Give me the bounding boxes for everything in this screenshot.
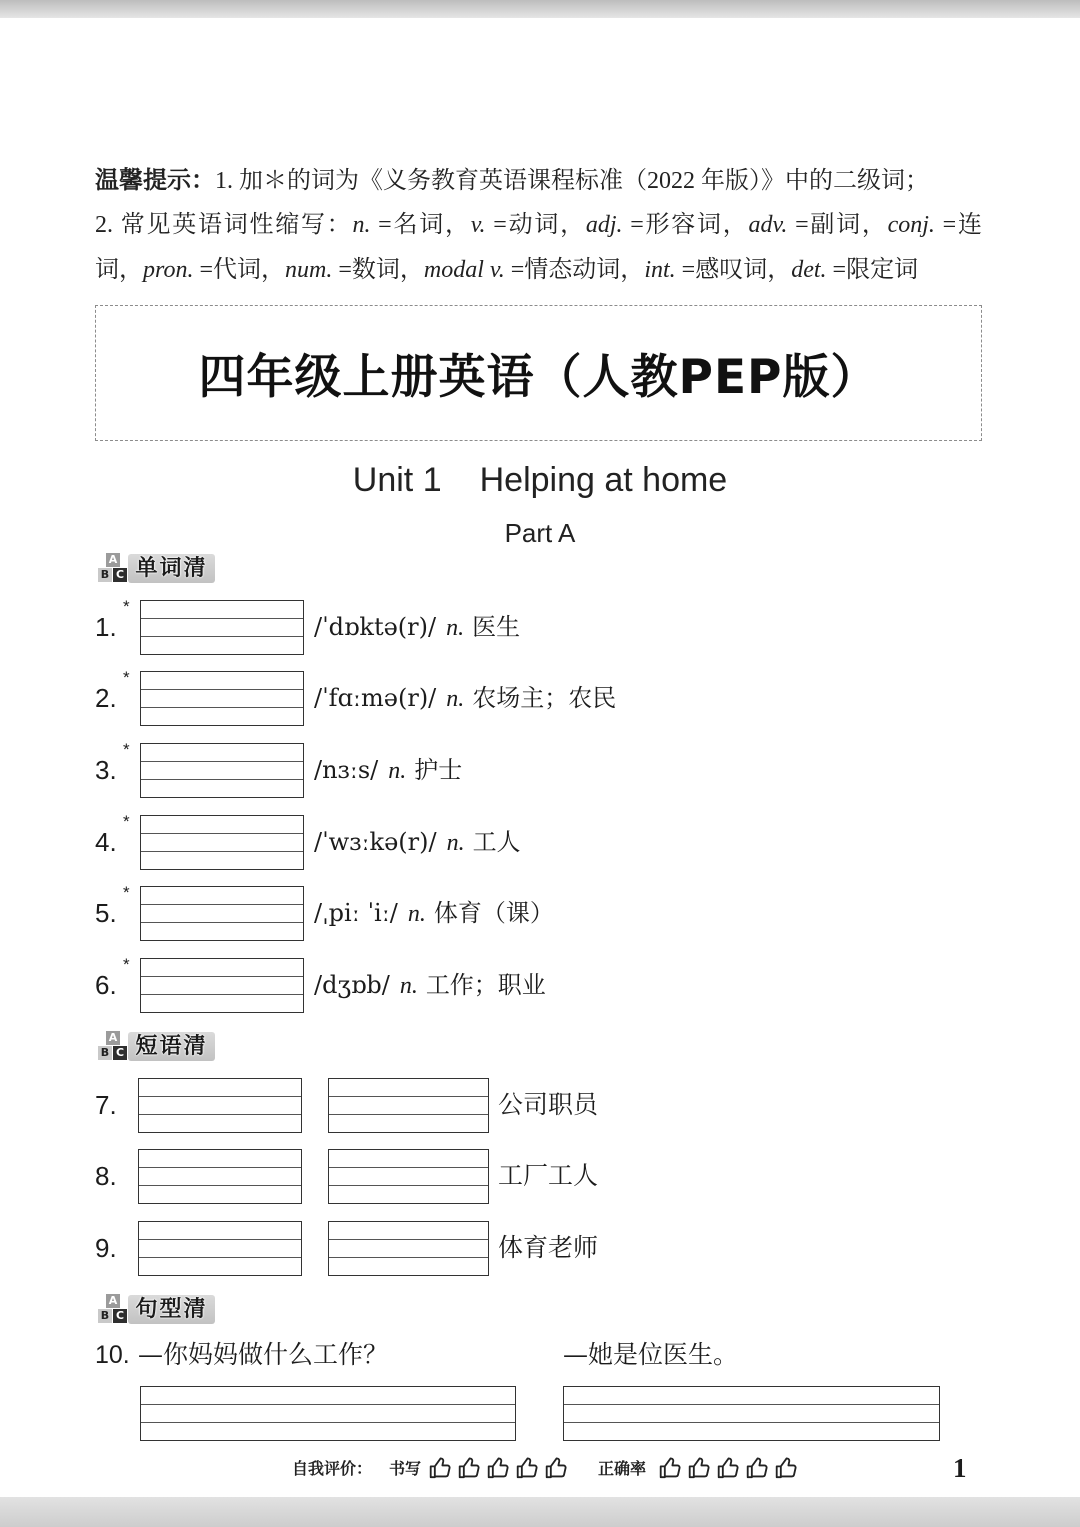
pos-abbreviation: modal v. (423, 257, 505, 283)
notice-line-3 (95, 255, 918, 285)
notice-label: 温馨提示： (95, 166, 215, 194)
writing-rating (428, 1455, 570, 1481)
item-number: 8. (95, 1161, 117, 1191)
abc-block-c: C (113, 568, 127, 582)
sentence-question: —你妈妈做什么工作？ (138, 1340, 389, 1369)
word-answer-box[interactable] (140, 743, 304, 798)
phonetic: /ˈdɒktə(r)/ (314, 613, 437, 641)
thumbs-up-icon[interactable] (515, 1455, 541, 1481)
notice-text: =名词， (370, 212, 471, 238)
level-star: * (123, 812, 130, 831)
notice-text: =限定词 (826, 257, 919, 283)
pos-abbreviation: n. (352, 212, 371, 238)
chinese-meaning: 护士 (414, 756, 463, 784)
notice-text: =形容词， (622, 212, 749, 238)
phrase-answer-box-1[interactable] (138, 1078, 302, 1133)
phrase-row (0, 1149, 1080, 1205)
chinese-meaning: 医生 (472, 613, 521, 641)
item-number: 6. (95, 970, 117, 1000)
word-row (0, 740, 1080, 799)
notice-text: =动词， (485, 212, 586, 238)
notice-text: =代词， (193, 257, 285, 283)
part-of-speech: n. (407, 901, 426, 927)
item-number: 4. (95, 827, 117, 857)
word-row (0, 812, 1080, 871)
phonetic: /ˈfɑːmə(r)/ (314, 684, 437, 712)
phrase-answer-box-2[interactable] (328, 1221, 489, 1276)
abc-blocks-icon (97, 553, 128, 584)
section-badge-label: 单词清 (128, 554, 215, 583)
word-row (0, 955, 1080, 1014)
word-answer-box[interactable] (140, 815, 304, 870)
word-answer-box[interactable] (140, 671, 304, 726)
scan-edge-top (0, 0, 1080, 18)
level-star: * (123, 668, 130, 687)
part-of-speech: n. (388, 758, 407, 784)
notice-text: =数词， (332, 257, 424, 283)
thumbs-up-icon[interactable] (658, 1455, 684, 1481)
abc-block-a: A (106, 1294, 120, 1308)
abc-block-a: A (106, 1031, 120, 1045)
unit-heading (0, 458, 1080, 502)
word-definition (314, 683, 616, 714)
writing-label: 书写 (389, 1459, 422, 1478)
notice-text: =感叹词， (675, 257, 792, 283)
abc-block-b: B (98, 1309, 112, 1323)
phonetic: /nɜːs/ (314, 756, 379, 784)
pos-abbreviation: adv. (748, 212, 788, 238)
phrase-answer-box-2[interactable] (328, 1149, 489, 1204)
thumbs-up-icon[interactable] (687, 1455, 713, 1481)
title-box (95, 305, 982, 441)
item-number: 1. (95, 612, 117, 642)
chinese-meaning: 工厂工人 (498, 1161, 599, 1190)
part-of-speech: n. (446, 830, 465, 856)
part-of-speech: n. (446, 615, 465, 641)
word-definition (314, 970, 546, 1001)
part-of-speech: n. (446, 686, 465, 712)
level-star: * (123, 955, 130, 974)
abc-block-c: C (113, 1309, 127, 1323)
pos-abbreviation: det. (791, 257, 827, 283)
pos-abbreviation: adj. (585, 212, 623, 238)
sentence-answer: —她是位医生。 (563, 1340, 739, 1369)
abc-blocks-icon (97, 1031, 128, 1062)
section-badge-label: 短语清 (128, 1032, 215, 1061)
accuracy-label: 正确率 (598, 1459, 647, 1478)
notice-line-1 (95, 165, 929, 196)
phonetic: /ˌpiː ˈiː/ (314, 899, 398, 927)
notice-text: =连 (934, 212, 982, 238)
thumbs-up-icon[interactable] (716, 1455, 742, 1481)
word-row (0, 668, 1080, 727)
abc-block-b: B (98, 1046, 112, 1060)
level-star: * (123, 597, 130, 616)
notice-line-2 (95, 210, 982, 240)
notice-text: 1. 加＊的词为《义务教育英语课程标准（2022 年版）》中的二级词； (215, 168, 929, 194)
word-row (0, 597, 1080, 656)
sentence-answer-box-2[interactable] (563, 1386, 940, 1441)
notice-text: =情态动词， (504, 257, 645, 283)
item-number: 10. (95, 1341, 130, 1369)
chinese-meaning: 工人 (472, 828, 521, 856)
thumbs-up-icon[interactable] (457, 1455, 483, 1481)
phrase-row (0, 1078, 1080, 1134)
word-definition (314, 827, 521, 858)
unit-label: Unit 1 (352, 461, 442, 499)
phrase-answer-box-1[interactable] (138, 1221, 302, 1276)
page-number: 1 (953, 1453, 967, 1483)
section-badge-phrases (97, 1031, 217, 1062)
chinese-meaning: 体育（课） (433, 899, 554, 927)
word-definition (314, 612, 520, 643)
pos-abbreviation: pron. (143, 257, 194, 283)
word-answer-box[interactable] (140, 958, 304, 1013)
item-number: 5. (95, 898, 117, 928)
notice-text: =副词， (787, 212, 888, 238)
pos-abbreviation: conj. (887, 212, 935, 238)
word-definition (314, 755, 462, 786)
self-eval-label: 自我评价： (292, 1459, 373, 1478)
abc-block-c: C (113, 1046, 127, 1060)
notice-text: 词， (95, 257, 143, 283)
chinese-meaning: 工作；职业 (425, 971, 546, 999)
phrase-answer-box-1[interactable] (138, 1149, 302, 1204)
level-star: * (123, 883, 130, 902)
phonetic: /ˈwɜːkə(r)/ (314, 828, 437, 856)
sentence-answer-box-1[interactable] (140, 1386, 516, 1441)
item-number: 2. (95, 683, 117, 713)
abc-block-b: B (98, 568, 112, 582)
part-of-speech: n. (399, 973, 418, 999)
section-badge-words (97, 553, 217, 584)
thumbs-up-icon[interactable] (486, 1455, 512, 1481)
phrase-answer-box-2[interactable] (328, 1078, 489, 1133)
item-number: 7. (95, 1090, 117, 1120)
pos-abbreviation: v. (470, 212, 486, 238)
pos-abbreviation: num. (285, 257, 333, 283)
thumbs-up-icon[interactable] (544, 1455, 570, 1481)
pos-abbreviation: int. (644, 257, 676, 283)
item-number: 9. (95, 1233, 117, 1263)
abc-block-a: A (106, 553, 120, 567)
word-row (0, 883, 1080, 942)
scan-edge-bottom (0, 1497, 1080, 1527)
chinese-meaning: 农场主；农民 (472, 684, 617, 712)
section-badge-sentences (97, 1294, 217, 1325)
unit-name: Helping at home (479, 461, 728, 499)
notice-text: 2. 常见英语词性缩写： (95, 212, 353, 238)
abc-blocks-icon (97, 1294, 128, 1325)
part-heading: Part A (504, 518, 576, 548)
phrase-row (0, 1221, 1080, 1277)
thumbs-up-icon[interactable] (745, 1455, 771, 1481)
page-title: 四年级上册英语（人教PEP版） (198, 349, 879, 405)
section-badge-label: 句型清 (128, 1295, 215, 1324)
accuracy-rating (658, 1455, 800, 1481)
phonetic: /dʒɒb/ (314, 971, 390, 999)
level-star: * (123, 740, 130, 759)
word-definition (314, 898, 554, 929)
item-number: 3. (95, 755, 117, 785)
thumbs-up-icon[interactable] (774, 1455, 800, 1481)
chinese-meaning: 体育老师 (498, 1233, 599, 1262)
word-answer-box[interactable] (140, 886, 304, 941)
word-answer-box[interactable] (140, 600, 304, 655)
thumbs-up-icon[interactable] (428, 1455, 454, 1481)
chinese-meaning: 公司职员 (498, 1090, 599, 1119)
